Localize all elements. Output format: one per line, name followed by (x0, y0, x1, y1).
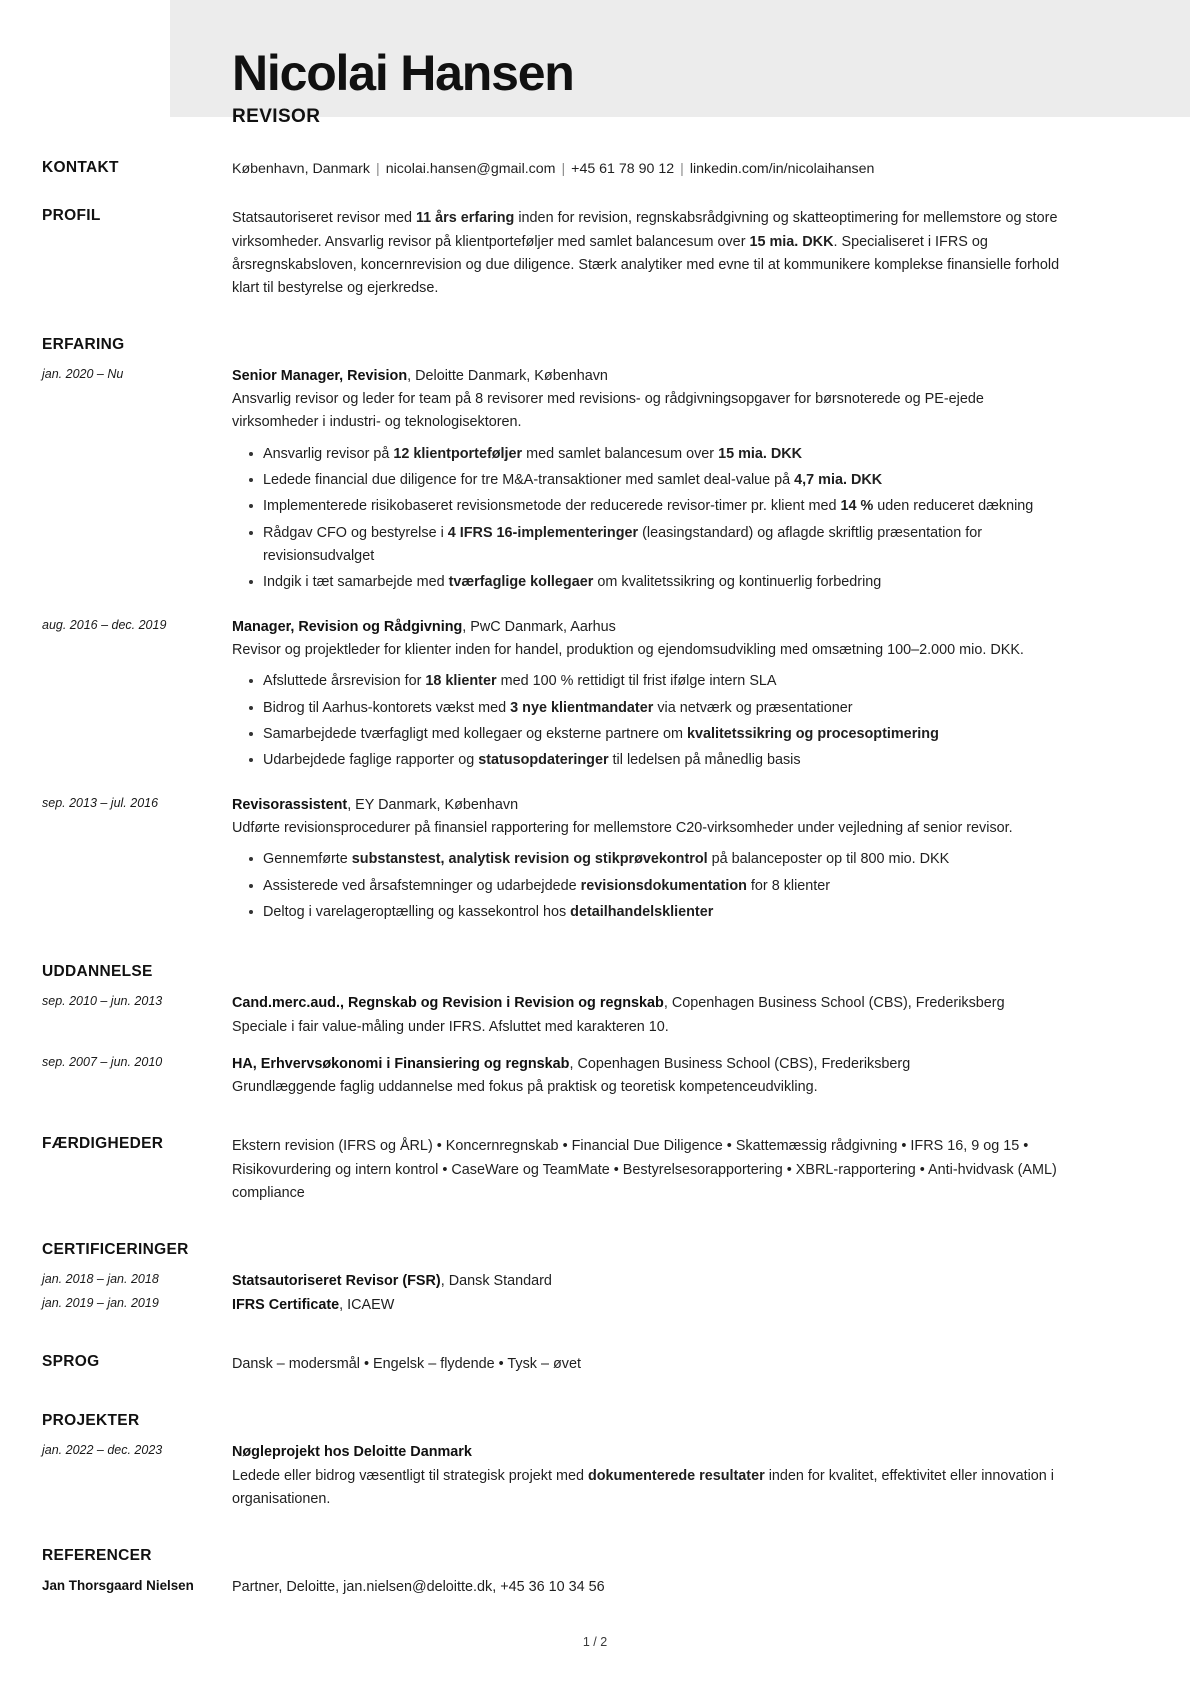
entry-date-wrap (42, 365, 232, 384)
contact-linkedin[interactable]: linkedin.com/in/nicolaihansen (689, 161, 875, 177)
plain-text: med 100 % rettidigt til frist ifølge intern SLA (496, 673, 777, 690)
plain-text: på balanceposter op til 800 mio. DKK (707, 851, 950, 868)
section-experience-header (42, 336, 1065, 354)
plain-text: til ledelsen på månedlig basis (608, 752, 801, 769)
plain-text: Afsluttede årsrevision for (263, 673, 426, 690)
list-item (263, 495, 1065, 518)
section-projects-header (42, 1412, 1065, 1430)
plain-text: uden reduceret dækning (873, 498, 1034, 515)
entry-date-wrap (42, 1270, 232, 1289)
experience-entry (42, 616, 1065, 776)
reference-entries (42, 1576, 1065, 1599)
section-skills (42, 1135, 1065, 1205)
entry-title-meta: , Dansk Standard (440, 1273, 552, 1290)
experience-entry (42, 365, 1065, 598)
section-references-header (42, 1547, 1065, 1565)
entry-title (232, 794, 1065, 817)
page-footer (0, 1635, 1190, 1649)
entry-title (232, 365, 1065, 388)
experience-entries (42, 365, 1065, 928)
contact-separator-3: | (680, 161, 684, 177)
entry-summary: Speciale i fair value-måling under IFRS. Afsluttet med karakteren 10. (232, 1018, 669, 1035)
contact-separator-2: | (561, 161, 566, 177)
emphasis-text: 4,7 mia. DKK (794, 471, 883, 488)
section-languages (42, 1353, 1065, 1376)
entry-title-main: Senior Manager, Revision (232, 367, 408, 384)
plain-text: Rådgav CFO og bestyrelse i (263, 524, 448, 541)
reference-details: Partner, Deloitte, jan.nielsen@deloitte.dk, +45 36 10 34 56 (232, 1579, 605, 1596)
plain-text: om kvalitetssikring og kontinuerlig forbedring (593, 574, 882, 591)
plain-text: Deltog i varelageroptælling og kassekontrol hos (263, 903, 571, 920)
list-item (263, 469, 1065, 492)
plain-text: Udarbejdede faglige rapporter og (263, 752, 479, 769)
plain-text: Statsautoriseret revisor med (232, 210, 416, 227)
entry-title-main: IFRS Certificate (232, 1296, 340, 1313)
list-item (263, 749, 1065, 772)
plain-text: . Specialiseret i IFRS og årsregnskabsloven, koncernrevision og due diligence. Stærk analytiker med evne til at kommunikere komplekse finansielle forhold klart til bestyrelse og ejerkredse. (232, 233, 1060, 297)
plain-text: via netværk og præsentationer (653, 699, 853, 716)
entry-title-meta: , Copenhagen Business School (CBS), Frederiksberg (663, 995, 1005, 1012)
entry-date-wrap (42, 1294, 232, 1313)
plain-text: Implementerede risikobaseret revisionsmetode der reducerede revisor-timer pr. klient med (263, 498, 841, 515)
entry-title-main: Nøgleprojekt hos Deloitte Danmark (232, 1444, 472, 1461)
entry-summary: Udførte revisionsprocedurer på finansiel rapportering for mellemstore C20-virksomheder under vejledning af senior revisor. (232, 819, 1013, 836)
plain-text: Gennemførte (263, 851, 352, 868)
list-item (263, 571, 1065, 594)
plain-text: Ledede eller bidrog væsentligt til strategisk projekt med (232, 1467, 588, 1484)
emphasis-text: 14 % (840, 498, 874, 515)
section-label-languages-wrap (42, 1353, 232, 1371)
entry-title-main: Cand.merc.aud., Regnskab og Revision i Revision og regnskab (232, 995, 664, 1012)
section-label-languages: SPROG (42, 1353, 100, 1371)
entry-date-wrap (42, 616, 232, 635)
section-education-header (42, 963, 1065, 981)
project-entries (42, 1441, 1065, 1511)
emphasis-text: dokumenterede resultater (587, 1467, 765, 1484)
list-item (263, 697, 1065, 720)
list-item (263, 723, 1065, 746)
entry-bullet-list (232, 848, 1065, 924)
list-item (263, 443, 1065, 466)
plain-text: inden for revision, regnskabsrådgivning og skatteoptimering for mellemstore og store virksomheder. Ansvarlig revisor på klientporteføljer med samlet balancesum over (232, 210, 1058, 250)
entry-date-wrap (42, 992, 232, 1011)
entry-title-meta: , PwC Danmark, Aarhus (462, 618, 616, 635)
plain-text: (leasingstandard) og aflagde skriftlig præsentation for revisionsudvalget (263, 524, 983, 564)
entry-title-main: HA, Erhvervsøkonomi i Finansiering og regnskab (232, 1055, 570, 1072)
entry-summary (232, 1465, 1065, 1512)
contact-email[interactable]: nicolai.hansen@gmail.com (385, 161, 556, 177)
contact-location: København, Danmark (232, 161, 371, 177)
entry-title-meta: , ICAEW (339, 1296, 395, 1313)
contact-line (232, 159, 1065, 180)
skills-text: Ekstern revision (IFRS og ÅRL) • Koncernregnskab • Financial Due Diligence • Skattemæssig rådgivning • IFRS 16, 9 og 15 • Risikovurdering og intern kontrol • CaseWare og TeamMate • Bestyrelsesorapportering • XBRL-rapportering • Anti-hvidvask (AML) compliance (232, 1138, 1057, 1202)
entry-date: sep. 2013 – jul. 2016 (42, 795, 159, 810)
reference-name-wrap (42, 1576, 232, 1596)
entry-date: jan. 2018 – jan. 2018 (42, 1272, 159, 1287)
entry-date: jan. 2022 – dec. 2023 (42, 1443, 163, 1458)
education-entry (42, 992, 1065, 1039)
certification-entry (42, 1294, 1065, 1317)
section-contact (42, 159, 1065, 180)
entry-body (232, 1441, 1065, 1511)
section-label-references: REFERENCER (42, 1547, 152, 1565)
entry-title (232, 1270, 1065, 1293)
entry-date: sep. 2010 – jun. 2013 (42, 994, 163, 1009)
emphasis-text: 11 års erfaring (415, 210, 515, 227)
section-label-projects: PROJEKTER (42, 1412, 140, 1430)
page-title: Nicolai Hansen (232, 45, 574, 101)
experience-entry (42, 794, 1065, 928)
contact-separator-1: | (376, 161, 380, 177)
section-label-skills-wrap (42, 1135, 232, 1153)
education-entries (42, 992, 1065, 1099)
entry-title (232, 992, 1065, 1015)
list-item (263, 670, 1065, 693)
entry-body (232, 1270, 1065, 1293)
entry-bullet-list (232, 443, 1065, 595)
plain-text: Assisterede ved årsafstemninger og udarbejdede (263, 877, 581, 894)
section-label-education: UDDANNELSE (42, 963, 153, 981)
emphasis-text: revisionsdokumentation (580, 877, 747, 894)
plain-text: Ledede financial due diligence for tre M&A-transaktioner med samlet deal-value på (263, 471, 795, 488)
job-title: REVISOR (232, 106, 321, 127)
entry-title-meta: , Copenhagen Business School (CBS), Frederiksberg (569, 1055, 911, 1072)
entry-date: aug. 2016 – dec. 2019 (42, 617, 167, 632)
plain-text: Bidrog til Aarhus-kontorets vækst med (263, 699, 511, 716)
entry-summary: Ansvarlig revisor og leder for team på 8 revisorer med revisions- og rådgivningsopgaver for børsnoterede og PE-ejede virksomheder i industri- og teknologisektoren. (232, 390, 984, 431)
entry-title (232, 1294, 1065, 1317)
entry-body (232, 794, 1065, 928)
entry-summary: Grundlæggende faglig uddannelse med fokus på praktisk og teoretisk kompetenceudvikling. (232, 1079, 818, 1096)
reference-entry (42, 1576, 1065, 1599)
emphasis-text: 3 nye klientmandater (510, 699, 654, 716)
section-label-projects-wrap (42, 1412, 232, 1430)
section-label-certifications-wrap (42, 1241, 232, 1259)
emphasis-text: 18 klienter (425, 673, 497, 690)
list-item (263, 848, 1065, 871)
profile-text (232, 207, 1065, 300)
plain-text: inden for kvalitet, effektivitet eller innovation i organisationen. (232, 1467, 1055, 1508)
languages-text: Dansk – modersmål • Engelsk – flydende • Tysk – øvet (232, 1356, 581, 1373)
entry-title (232, 1053, 1065, 1076)
emphasis-text: 12 klientporteføljer (393, 445, 523, 462)
entry-body (232, 992, 1065, 1039)
skills-body (232, 1135, 1065, 1205)
section-certifications-header (42, 1241, 1065, 1259)
emphasis-text: tværfaglige kollegaer (448, 574, 594, 591)
list-item (263, 875, 1065, 898)
entry-body (232, 1294, 1065, 1317)
section-label-experience: ERFARING (42, 335, 125, 353)
section-label-profile: PROFIL (42, 207, 101, 225)
entry-body (232, 1053, 1065, 1100)
certification-entries (42, 1270, 1065, 1317)
list-item (263, 901, 1065, 924)
emphasis-text: 15 mia. DKK (749, 233, 834, 250)
profile-body (232, 207, 1065, 300)
entry-title (232, 1441, 1065, 1464)
section-label-contact-wrap (42, 159, 232, 177)
entry-title-main: Revisorassistent (232, 796, 348, 813)
project-entry (42, 1441, 1065, 1511)
plain-text: Ansvarlig revisor på (263, 445, 394, 462)
entry-date-wrap (42, 1053, 232, 1072)
page-number: 1 / 2 (582, 1635, 608, 1649)
entry-summary: Revisor og projektleder for klienter inden for handel, produktion og ejendomsudvikling med omsætning 100–2.000 mio. DKK. (232, 641, 1024, 658)
plain-text: Indgik i tæt samarbejde med (263, 574, 449, 591)
entry-title-meta: , EY Danmark, København (347, 796, 519, 813)
entry-body (232, 616, 1065, 776)
section-label-education-wrap (42, 963, 232, 981)
contact-details (232, 159, 1065, 180)
plain-text: for 8 klienter (746, 877, 831, 894)
section-label-profile-wrap (42, 207, 232, 225)
emphasis-text: 4 IFRS 16-implementeringer (447, 524, 639, 541)
section-label-references-wrap (42, 1547, 232, 1565)
emphasis-text: substanstest, analytisk revision og stikprøvekontrol (351, 851, 708, 868)
entry-title-main: Statsautoriseret Revisor (FSR) (232, 1273, 441, 1290)
entry-date: jan. 2020 – Nu (42, 366, 124, 381)
languages-body (232, 1353, 1065, 1376)
plain-text: Samarbejdede tværfagligt med kollegaer og eksterne partnere om (263, 725, 687, 742)
emphasis-text: statusopdateringer (478, 752, 609, 769)
entry-bullet-list (232, 670, 1065, 772)
entry-title-main: Manager, Revision og Rådgivning (232, 618, 463, 635)
entry-body (232, 365, 1065, 598)
list-item (263, 522, 1065, 569)
entry-date: jan. 2019 – jan. 2019 (42, 1295, 159, 1310)
entry-date-wrap (42, 1441, 232, 1460)
section-label-experience-wrap (42, 336, 232, 354)
entry-date: sep. 2007 – jun. 2010 (42, 1054, 163, 1069)
plain-text: med samlet balancesum over (522, 445, 719, 462)
entry-date-wrap (42, 794, 232, 813)
cv-header (42, 0, 1065, 128)
section-label-certifications: CERTIFICERINGER (42, 1241, 189, 1259)
entry-title (232, 616, 1065, 639)
reference-details-wrap (232, 1576, 1065, 1599)
entry-title-meta: , Deloitte Danmark, København (407, 367, 608, 384)
education-entry (42, 1053, 1065, 1100)
contact-phone[interactable]: +45 61 78 90 12 (571, 161, 675, 177)
emphasis-text: kvalitetssikring og procesoptimering (686, 725, 939, 742)
emphasis-text: detailhandelsklienter (570, 903, 714, 920)
reference-name: Jan Thorsgaard Nielsen (42, 1578, 194, 1594)
section-label-contact: KONTAKT (42, 159, 119, 176)
section-label-skills: FÆRDIGHEDER (42, 1135, 164, 1153)
certification-entry (42, 1270, 1065, 1293)
section-profile (42, 207, 1065, 300)
emphasis-text: 15 mia. DKK (718, 445, 803, 462)
